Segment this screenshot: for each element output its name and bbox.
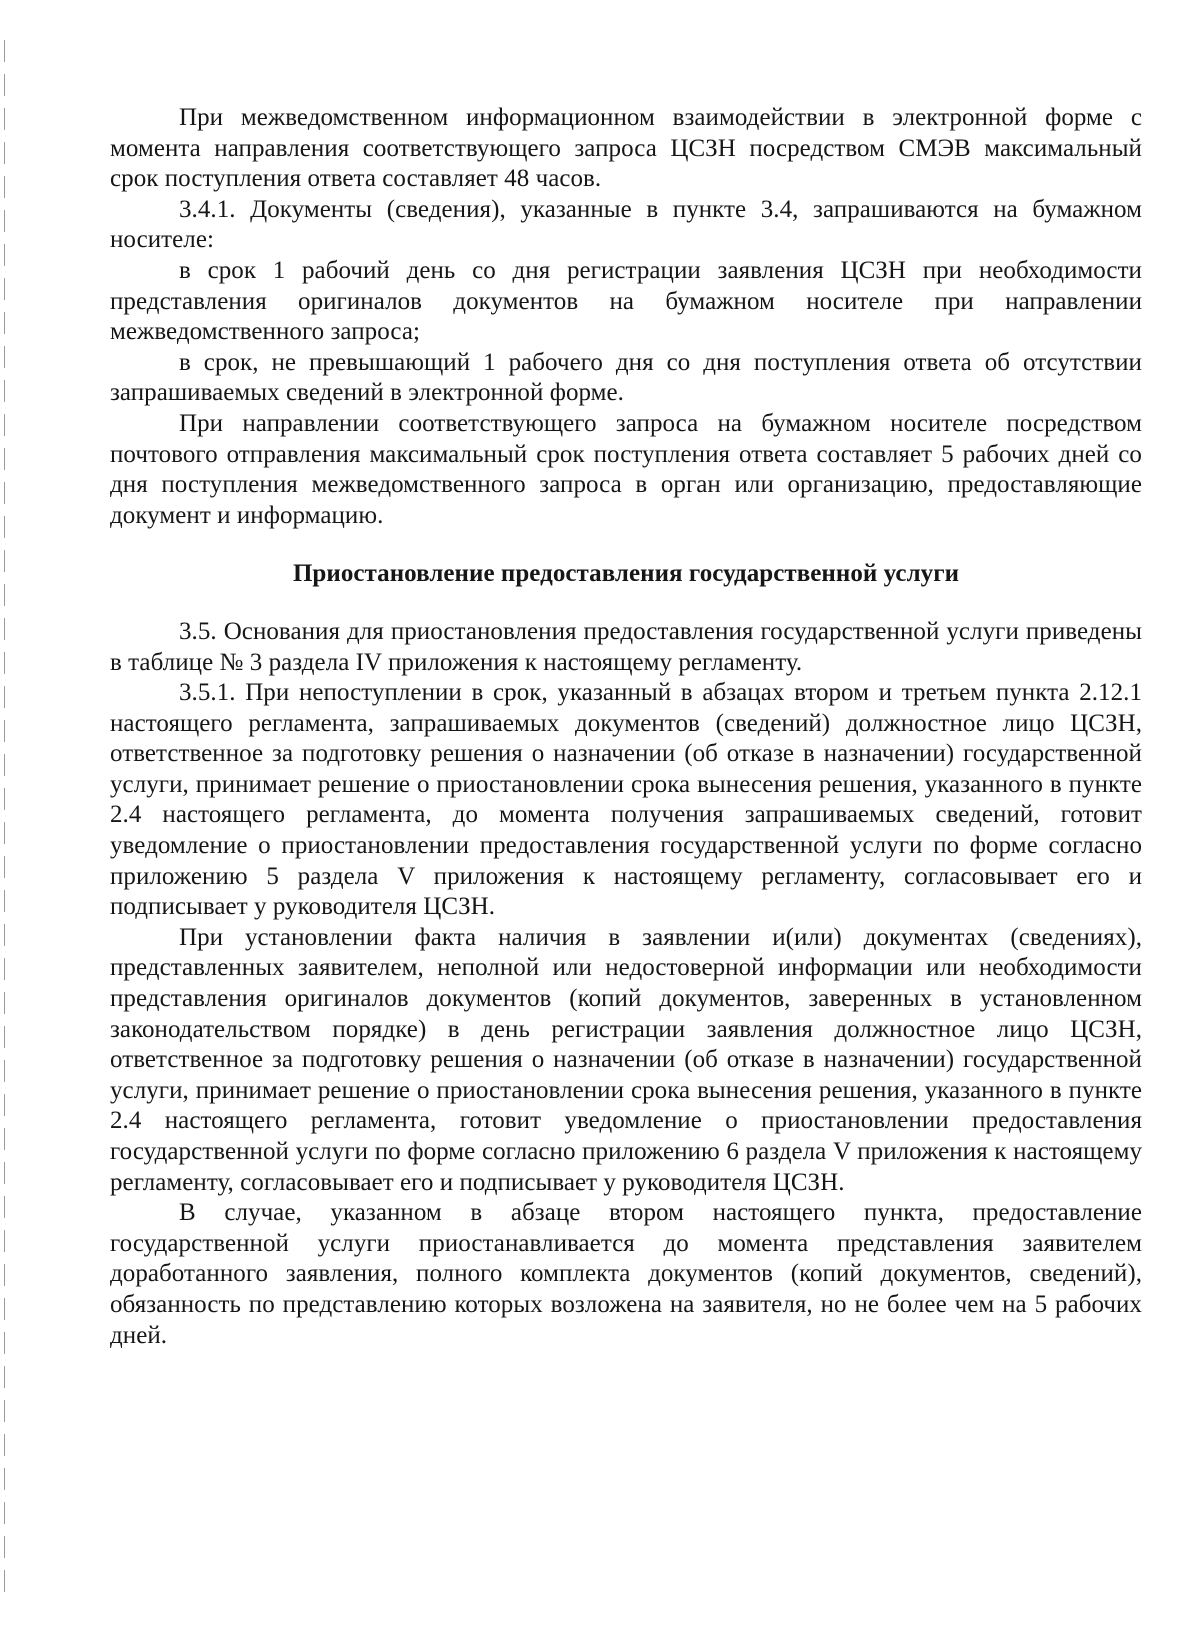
paragraph-3-5: 3.5. Основания для приостановления предоставления государственной услуги приведены в таблице № 3 раздела IV приложения к настоящему регламенту. (110, 617, 1142, 676)
paragraph-term-1-day: в срок 1 рабочий день со дня регистрации заявления ЦСЗН при необходимости представления оригиналов документов на бумажном носителе при направлении межведомственного запроса; (110, 256, 1142, 346)
paragraph-incomplete-info: При установлении факта наличия в заявлении и(или) документах (сведениях), представленных заявителем, неполной или недостоверной информации или необходимости представления оригиналов документов (копий документов, заверенных в установленном законодательством порядке) в день регистрации заявления должностное лицо ЦСЗН, ответственное за подготовку решения о назначении (об отказе в назначении) государственной услуги, принимает решение о приостановлении срока вынесения решения, указанного в пункте 2.4 настоящего регламента, готовит уведомление о приостановлении предоставления государственной услуги по форме согласно приложению 6 раздела V приложения к настоящему регламенту, согласовывает его и подписывает у руководителя ЦСЗН. (110, 923, 1142, 1196)
paragraph-postal-request: При направлении соответствующего запроса на бумажном носителе посредством почтового отправления максимальный срок поступления ответа составляет 5 рабочих дней со дня поступления межведомственного запроса в орган или организацию, предоставляющие документ и информацию. (110, 409, 1142, 529)
section-heading: Приостановление предоставления государственной услуги (292, 560, 960, 588)
paragraph-3-5-1: 3.5.1. При непоступлении в срок, указанный в абзацах втором и третьем пункта 2.12.1 настоящего регламента, запрашиваемых документов (сведений) должностное лицо ЦСЗН, ответственное за подготовку решения о назначении (об отказе в назначении) государственной услуги, принимает решение о приостановлении срока вынесения решения, указанного в пункте 2.4 настоящего регламента, до момента получения запрашиваемых сведений, готовит уведомление о приостановлении предоставления государственной услуги по форме согласно приложению 5 раздела V приложения к настоящему регламенту, согласовывает его и подписывает у руководителя ЦСЗН. (110, 679, 1142, 921)
paragraph-3-4-1: 3.4.1. Документы (сведения), указанные в пункте 3.4, запрашиваются на бумажном носителе: (110, 195, 1142, 254)
document-body (110, 103, 1142, 1351)
paragraph-term-not-exceeding: в срок, не превышающий 1 рабочего дня со дня поступления ответа об отсутствии запрашиваемых сведений в электронной форме. (110, 348, 1142, 407)
scan-edge-line (4, 40, 5, 1600)
paragraph-interagency-electronic: При межведомственном информационном взаимодействии в электронной форме с момента направления соответствующего запроса ЦСЗН посредством СМЭВ максимальный срок поступления ответа составляет 48 часов. (110, 104, 1142, 193)
paragraph-suspension-term: В случае, указанном в абзаце втором настоящего пункта, предоставление государственной услуги приостанавливается до момента представления заявителем доработанного заявления, полного комплекта документов (копий документов, сведений), обязанность по представлению которых возложена на заявителя, но не более чем на 5 рабочих дней. (110, 1199, 1142, 1349)
